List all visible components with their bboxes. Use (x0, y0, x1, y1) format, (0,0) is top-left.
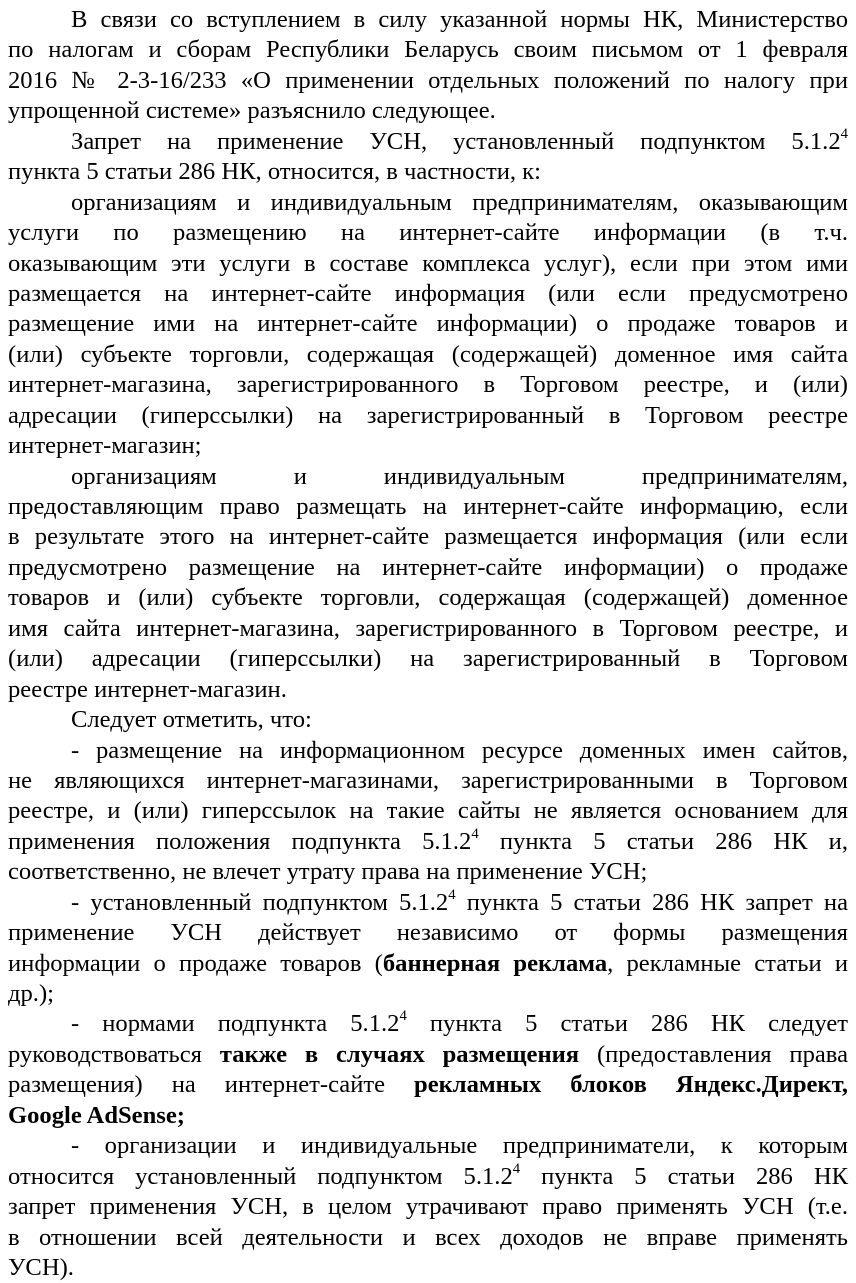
bold-text: рекламных блоков Яндекс.Директ, (414, 1071, 849, 1099)
text-span: пункта 5 статьи 286 НК и, (478, 827, 848, 855)
text-span: руководствоваться (8, 1040, 220, 1068)
text-line (8, 35, 848, 65)
text-span: В связи со вступлением в силу указанной нормы НК, Министерство (71, 6, 848, 33)
text-span: пункта 5 статьи 286 НК (520, 1162, 848, 1190)
text-span: Запрет на применение УСН, установленный подпунктом 5.1.2 (71, 127, 841, 155)
superscript: 4 (471, 825, 479, 842)
text-line (8, 857, 848, 887)
superscript: 4 (448, 886, 456, 903)
text-line (8, 614, 848, 644)
text-span: товаров и (или) субъекте торговли, содержащая (содержащей) доменное (8, 584, 848, 612)
text-span: размещения) на интернет-сайте (8, 1071, 415, 1099)
text-line (8, 796, 848, 826)
paragraph (8, 127, 848, 188)
text-line (8, 370, 848, 400)
text-span: относится установленный подпунктом 5.1.2 (8, 1162, 513, 1190)
text-span: 2016 № 2-3-16/233 «О применении отдельных положений по налогу при (8, 66, 848, 94)
paragraph (8, 5, 848, 127)
text-span: пункта 5 статьи 286 НК запрет на (455, 888, 848, 916)
text-line (8, 1101, 848, 1131)
superscript: 4 (399, 1008, 407, 1025)
text-span: др.); (8, 980, 54, 1007)
text-span: имя сайта интернет-магазина, зарегистрированного в Торговом реестре, и (8, 614, 848, 642)
text-line (8, 583, 848, 613)
text-line (8, 279, 848, 309)
paragraph (8, 462, 848, 706)
text-span: размещение ими на интернет-сайте информации) о продаже товаров и (8, 310, 848, 338)
text-span: организациям и индивидуальным предпринимателям, оказывающим (71, 188, 848, 216)
paragraph (8, 1131, 848, 1283)
text-line (8, 1131, 848, 1161)
text-line (8, 705, 848, 735)
text-line (8, 66, 848, 96)
text-line (8, 1040, 848, 1070)
paragraph (8, 705, 848, 735)
text-line (8, 736, 848, 766)
text-span: соответственно, не влечет утрату права на применение УСН; (8, 858, 648, 886)
text-line (8, 462, 848, 492)
text-span: - организации и индивидуальные предприниматели, к которым (71, 1132, 848, 1160)
text-span: интернет-магазина, зарегистрированного в Торговом реестре, и (или) (8, 371, 848, 399)
text-span: применение УСН действует независимо от формы размещения (8, 919, 848, 947)
text-span: услуги по размещению на интернет-сайте информации (в т.ч. (8, 219, 848, 247)
text-span: запрет применения УСН, в целом утрачивают право применять УСН (т.е. (8, 1193, 848, 1221)
text-line (8, 340, 848, 370)
text-span: информации о продаже товаров ( (8, 949, 383, 977)
text-line (8, 1009, 848, 1039)
text-span: оказывающим эти услуги в составе комплекса услуг), если при этом ими (8, 249, 848, 277)
text-span: упрощенной системе» разъяснило следующее. (8, 97, 496, 125)
text-line (8, 5, 848, 35)
text-span: - размещение на информационном ресурсе доменных имен сайтов, (71, 736, 848, 764)
text-span: УСН). (8, 1253, 74, 1281)
bold-text: баннерная реклама (382, 949, 608, 977)
text-span: , рекламные статьи и (607, 949, 848, 977)
text-line (8, 888, 848, 918)
text-span: (или) адресации (гиперссылки) на зарегистрированный в Торговом (8, 645, 848, 673)
text-line (8, 675, 848, 705)
text-line (8, 979, 848, 1009)
text-span: пункта 5 статьи 286 НК, относится, в частности, к: (8, 158, 541, 186)
text-line (8, 127, 848, 157)
text-span: реестре, и (или) гиперссылок на такие сайты не является основанием для (8, 797, 848, 825)
text-span: организациям и индивидуальным предпринимателям, (71, 462, 848, 490)
text-line (8, 431, 848, 461)
text-span: предусмотрено размещение на интернет-сайте информации) о продаже (8, 553, 848, 581)
text-line (8, 96, 848, 126)
text-line (8, 1192, 848, 1222)
text-span: (или) субъекте торговли, содержащая (содержащей) доменное имя сайта (8, 340, 848, 368)
text-span: размещается на интернет-сайте информация (или если предусмотрено (8, 279, 848, 307)
text-span: - нормами подпункта 5.1.2 (71, 1010, 400, 1038)
text-span: адресации (гиперссылки) на зарегистрированный в Торговом реестре (8, 401, 848, 429)
text-span: в результате этого на интернет-сайте размещается информация (или если (8, 523, 848, 551)
text-line (8, 492, 848, 522)
text-line (8, 401, 848, 431)
text-span: - установленный подпунктом 5.1.2 (71, 888, 449, 916)
text-line (8, 949, 848, 979)
superscript: 4 (840, 125, 848, 142)
text-span: по налогам и сборам Республики Беларусь своим письмом от 1 февраля (8, 36, 848, 64)
text-line (8, 249, 848, 279)
text-span: Следует отметить, что: (71, 706, 312, 734)
paragraph (8, 188, 848, 462)
bold-text: также в случаях размещения (219, 1040, 580, 1068)
text-line (8, 553, 848, 583)
text-span: (предоставления права (579, 1040, 849, 1068)
text-span: пункта 5 статьи 286 НК следует (406, 1010, 848, 1038)
text-line (8, 1070, 848, 1100)
text-line (8, 1223, 848, 1253)
text-line (8, 309, 848, 339)
text-line (8, 1253, 848, 1283)
text-line (8, 157, 848, 187)
text-line (8, 188, 848, 218)
text-span: не являющихся интернет-магазинами, зарегистрированными в Торговом (8, 766, 848, 794)
text-line (8, 218, 848, 248)
paragraph (8, 888, 848, 1010)
text-span: реестре интернет-магазин. (8, 675, 287, 703)
text-line (8, 644, 848, 674)
text-span: применения положения подпункта 5.1.2 (8, 827, 472, 855)
superscript: 4 (512, 1160, 521, 1177)
text-line (8, 766, 848, 796)
paragraph (8, 736, 848, 888)
text-line (8, 1162, 848, 1192)
bold-text: Google AdSense; (8, 1101, 185, 1129)
paragraph (8, 1009, 848, 1131)
text-span: предоставляющим право размещать на интернет-сайте информацию, если (8, 493, 848, 520)
text-line (8, 522, 848, 552)
text-span: в отношении всей деятельности и всех доходов не вправе применять (8, 1223, 848, 1251)
text-line (8, 827, 848, 857)
text-line (8, 918, 848, 948)
text-span: интернет-магазин; (8, 432, 202, 460)
